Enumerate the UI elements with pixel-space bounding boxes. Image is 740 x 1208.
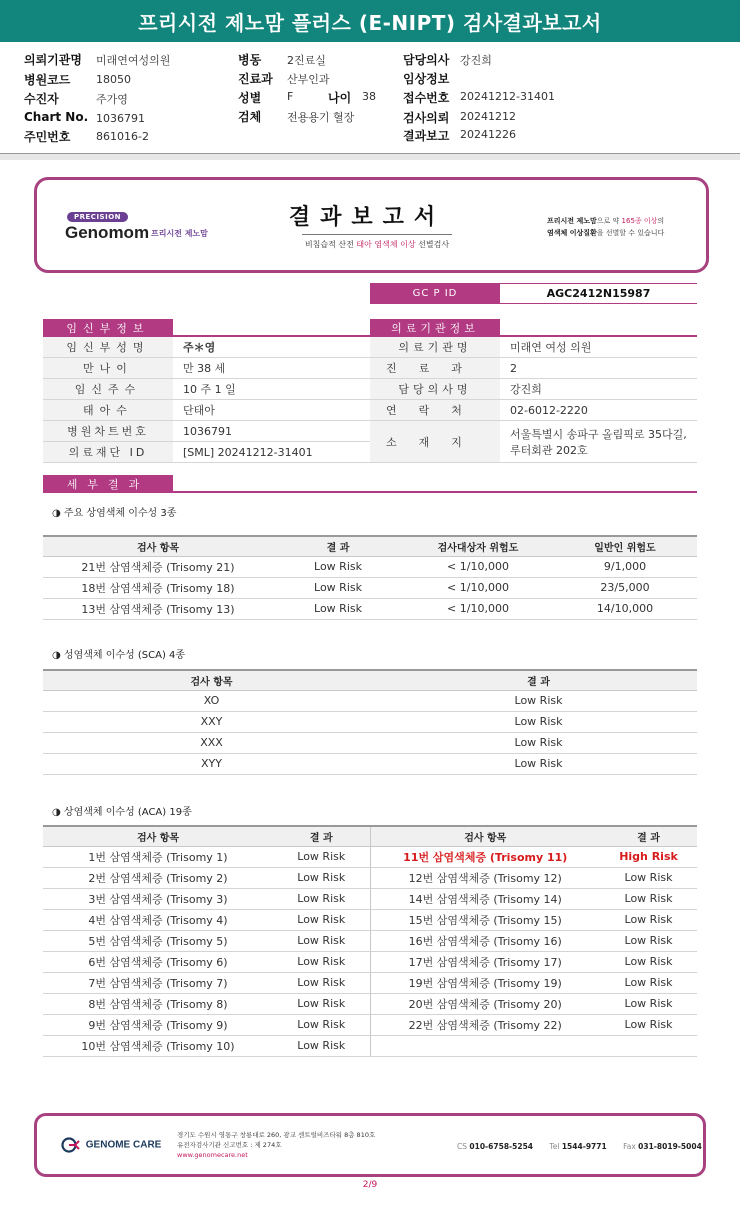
cell-item: 6번 삼염색체증 (Trisomy 6)	[43, 951, 273, 972]
cell-item: 12번 삼염색체증 (Trisomy 12)	[370, 867, 600, 888]
info-value: F	[287, 90, 294, 103]
cell-subject-risk: < 1/10,000	[403, 598, 553, 619]
cell-result: Low Risk	[273, 556, 403, 577]
cell-item: XXY	[43, 711, 380, 732]
cell-item: 18번 삼염색체증 (Trisomy 18)	[43, 577, 273, 598]
info-value: 전용용기 혈장	[287, 111, 355, 124]
cell-result: Low Risk	[380, 711, 697, 732]
table-row	[43, 846, 697, 867]
cell-item: 19번 삼염색체증 (Trisomy 19)	[370, 972, 600, 993]
table-row	[43, 1035, 697, 1056]
empty-cell	[600, 1035, 697, 1056]
institution-info-row	[370, 337, 697, 358]
col-header: 결 과	[380, 670, 697, 690]
info-label: 나이	[328, 91, 352, 105]
gcpid-label: GC P ID	[370, 283, 500, 304]
footer-contact	[457, 1142, 702, 1151]
cell-item: 3번 삼염색체증 (Trisomy 3)	[43, 888, 273, 909]
genomom-subtitle: 프리시전 제노맘	[151, 229, 208, 238]
row-key: 태아수	[43, 400, 173, 420]
info-value: 산부인과	[287, 73, 330, 86]
location-line-1: 서울특별시 송파구 올림픽로 35다길,	[510, 428, 687, 441]
cell-item: 10번 삼염색체증 (Trisomy 10)	[43, 1035, 273, 1056]
subtitle-part: 비침습적 산전	[304, 240, 354, 249]
pregnant-info-row	[43, 358, 370, 379]
table-row	[43, 690, 697, 711]
pregnant-info-row	[43, 421, 370, 442]
major-table	[43, 535, 697, 620]
info-label: 수진자	[24, 92, 59, 106]
cell-result: Low Risk	[273, 598, 403, 619]
col-header: 검사 항목	[370, 826, 600, 846]
row-key: 만나이	[43, 358, 173, 378]
table-row	[43, 867, 697, 888]
pregnant-info-row	[43, 442, 370, 463]
section-rule	[43, 491, 697, 493]
cell-result: Low Risk	[273, 1035, 370, 1056]
cell-result: Low Risk	[273, 577, 403, 598]
document-title: 프리시전 제노맘 플러스 (E-NIPT) 검사결과보고서	[0, 0, 740, 42]
title-underline	[302, 234, 452, 235]
row-key: 임신부성명	[43, 337, 173, 357]
report-title: 결과보고서	[288, 205, 446, 230]
info-label: 병원코드	[24, 73, 71, 87]
info-value: 2진료실	[287, 54, 326, 67]
sca-table	[43, 669, 697, 775]
institution-info-row	[370, 379, 697, 400]
cell-result: Low Risk	[273, 972, 370, 993]
table-row	[43, 993, 697, 1014]
info-value: 강진희	[460, 54, 492, 67]
tel-label: Tel	[549, 1142, 560, 1151]
promo-part: 프리시전 제노맘	[547, 217, 597, 225]
genomom-logo: Genomom	[65, 223, 150, 242]
cell-result-high-risk: High Risk	[600, 846, 697, 867]
row-key: 임신주수	[43, 379, 173, 399]
row-value: 미래연 여성 의원	[510, 341, 592, 354]
info-label: 접수번호	[403, 91, 450, 105]
cell-result: Low Risk	[600, 972, 697, 993]
fax-label: Fax	[623, 1142, 636, 1151]
cell-result: Low Risk	[380, 732, 697, 753]
cell-item: XYY	[43, 753, 380, 774]
cell-subject-risk: < 1/10,000	[403, 577, 553, 598]
website-link[interactable]: www.genomecare.net	[177, 1151, 248, 1159]
info-value: 미래연여성의원	[96, 54, 171, 67]
gcpid-value: AGC2412N15987	[500, 283, 697, 304]
logo-text: GENOME CARE	[85, 1139, 162, 1151]
col-header: 결 과	[273, 826, 370, 846]
cell-item-high-risk: 11번 삼염색체증 (Trisomy 11)	[370, 846, 600, 867]
info-label: 주민번호	[24, 130, 71, 144]
table-row	[43, 930, 697, 951]
cell-general-risk: 23/5,000	[553, 577, 697, 598]
cell-item: 5번 삼염색체증 (Trisomy 5)	[43, 930, 273, 951]
cell-item: 15번 삼염색체증 (Trisomy 15)	[370, 909, 600, 930]
info-value: 38	[362, 90, 376, 103]
footer-box	[34, 1113, 706, 1177]
info-label: 검체	[238, 110, 262, 124]
row-value: 만 38 세	[183, 362, 226, 375]
cell-item: 13번 삼염색체증 (Trisomy 13)	[43, 598, 273, 619]
info-label: 의뢰기관명	[24, 53, 82, 67]
cell-item: 20번 삼염색체증 (Trisomy 20)	[370, 993, 600, 1014]
col-header: 검사 항목	[43, 826, 273, 846]
aca-heading: ◑ 상염색체 이수성 (ACA) 19종	[52, 807, 192, 818]
info-value: 861016-2	[96, 130, 149, 143]
cs-label: CS	[457, 1142, 467, 1151]
info-label: 결과보고	[403, 129, 450, 143]
cell-item: XXX	[43, 732, 380, 753]
col-header: 검사대상자 위험도	[403, 536, 553, 556]
subtitle-part: 선별검사	[418, 240, 450, 249]
row-key: 병원차트번호	[43, 421, 173, 441]
cell-result: Low Risk	[273, 909, 370, 930]
cell-result: Low Risk	[380, 690, 697, 711]
cell-item: 16번 삼염색체증 (Trisomy 16)	[370, 930, 600, 951]
pregnant-info-row	[43, 379, 370, 400]
cell-result: Low Risk	[273, 951, 370, 972]
cell-item: 9번 삼염색체증 (Trisomy 9)	[43, 1014, 273, 1035]
row-value: 주＊영	[183, 341, 216, 354]
cell-result: Low Risk	[273, 846, 370, 867]
row-value: 강진희	[510, 383, 542, 396]
row-key: 의료기관명	[370, 337, 500, 357]
col-header: 검사 항목	[43, 536, 273, 556]
info-label: 검사의뢰	[403, 111, 450, 125]
precision-tag: PRECISION	[67, 212, 128, 222]
table-row	[43, 909, 697, 930]
tel-number: 1544-9771	[561, 1142, 607, 1151]
row-value: 02-6012-2220	[510, 403, 588, 417]
info-label: Chart No.	[24, 110, 89, 124]
promo-part: 을 선별할 수 있습니다	[596, 229, 665, 237]
cell-result: Low Risk	[600, 888, 697, 909]
empty-cell	[370, 1035, 600, 1056]
row-key: 소재지	[370, 421, 500, 462]
cell-general-risk: 14/10,000	[553, 598, 697, 619]
fax-number: 031-8019-5004	[638, 1142, 702, 1151]
info-value: 20241226	[460, 128, 516, 141]
cell-result: Low Risk	[600, 951, 697, 972]
info-label: 임상정보	[403, 72, 450, 86]
cell-result: Low Risk	[273, 993, 370, 1014]
cell-result: Low Risk	[600, 993, 697, 1014]
table-row	[43, 711, 697, 732]
info-value: 주가영	[96, 93, 128, 106]
cs-number: 010-6758-5254	[469, 1142, 534, 1151]
cell-item: 8번 삼염색체증 (Trisomy 8)	[43, 993, 273, 1014]
row-value: 10 주 1 일	[183, 383, 236, 396]
table-row	[43, 753, 697, 774]
promo-text	[547, 215, 664, 239]
institution-info-row	[370, 400, 697, 421]
location-line-2: 루터회관 202호	[510, 444, 588, 457]
col-header: 결 과	[273, 536, 403, 556]
info-label: 담당의사	[403, 53, 450, 67]
table-row	[43, 951, 697, 972]
institution-info-row	[370, 358, 697, 379]
info-value: 1036791	[96, 112, 145, 125]
report-header-box	[34, 177, 709, 273]
row-value: 단태아	[183, 404, 215, 417]
table-row	[43, 577, 697, 598]
cell-result: Low Risk	[273, 930, 370, 951]
footer-address	[177, 1130, 375, 1160]
info-value: 20241212-31401	[460, 90, 555, 103]
row-key: 연락처	[370, 400, 500, 420]
cell-result: Low Risk	[600, 909, 697, 930]
cell-subject-risk: < 1/10,000	[403, 556, 553, 577]
promo-part: 염색체 이상질환	[547, 229, 597, 237]
cell-general-risk: 9/1,000	[553, 556, 697, 577]
sca-heading: ◑ 성염색체 이수성 (SCA) 4종	[52, 650, 186, 661]
divider-band	[0, 154, 740, 160]
row-key: 진료과	[370, 358, 500, 378]
institution-info-header: 의료기관정보	[370, 319, 500, 337]
cell-item: 2번 삼염색체증 (Trisomy 2)	[43, 867, 273, 888]
cell-result: Low Risk	[600, 867, 697, 888]
cell-item: 1번 삼염색체증 (Trisomy 1)	[43, 846, 273, 867]
aca-table	[43, 825, 697, 1057]
info-label: 진료과	[238, 72, 273, 86]
report-subtitle	[277, 239, 477, 250]
cell-result: Low Risk	[273, 888, 370, 909]
row-value: 2	[510, 361, 517, 375]
cell-item: 7번 삼염색체증 (Trisomy 7)	[43, 972, 273, 993]
cell-result: Low Risk	[600, 930, 697, 951]
cell-item: 17번 삼염색체증 (Trisomy 17)	[370, 951, 600, 972]
col-header: 검사 항목	[43, 670, 380, 690]
row-key: 의료재단 ID	[43, 442, 173, 462]
cell-item: 22번 삼염색체증 (Trisomy 22)	[370, 1014, 600, 1035]
info-value: 20241212	[460, 110, 516, 123]
cell-result: Low Risk	[600, 1014, 697, 1035]
subtitle-highlight: 태아 염색체 이상	[356, 240, 416, 249]
cell-item: 4번 삼염색체증 (Trisomy 4)	[43, 909, 273, 930]
genome-care-icon	[61, 1137, 83, 1153]
promo-part: 으로 약	[596, 217, 620, 225]
info-value: 18050	[96, 73, 131, 86]
pregnant-info-row	[43, 337, 370, 358]
pregnant-info-row	[43, 400, 370, 421]
row-value: [SML] 20241212-31401	[183, 445, 313, 459]
address-line: 경기도 수원시 영통구 창룡대로 260, 광교 센트럴비즈타워 8층 810호	[177, 1131, 376, 1139]
promo-part: 의	[657, 217, 665, 225]
pregnant-info-header: 임신부정보	[43, 319, 173, 337]
col-header: 일반인 위험도	[553, 536, 697, 556]
row-key: 담당의사명	[370, 379, 500, 399]
genome-care-logo	[61, 1137, 161, 1153]
info-label: 성별	[238, 91, 262, 105]
cell-result: Low Risk	[273, 867, 370, 888]
table-row	[43, 888, 697, 909]
cell-result: Low Risk	[273, 1014, 370, 1035]
table-row	[43, 598, 697, 619]
row-value: 1036791	[183, 424, 232, 438]
cell-result: Low Risk	[380, 753, 697, 774]
patient-info-block	[0, 42, 740, 154]
cell-item: 14번 삼염색체증 (Trisomy 14)	[370, 888, 600, 909]
table-row	[43, 1014, 697, 1035]
page-number: 2/9	[362, 1180, 378, 1190]
col-header: 결 과	[600, 826, 697, 846]
promo-highlight: 165종 이상	[621, 217, 658, 225]
table-row	[43, 732, 697, 753]
table-row	[43, 556, 697, 577]
info-label: 병동	[238, 53, 262, 67]
table-row	[43, 972, 697, 993]
cell-item: 21번 삼염색체증 (Trisomy 21)	[43, 556, 273, 577]
license-line: 유전자검사기관 신고번호 : 제 274호	[177, 1141, 282, 1149]
detail-results-header: 세부결과	[43, 475, 173, 493]
cell-item: XO	[43, 690, 380, 711]
major-heading: ◑ 주요 상염색체 이수성 3종	[52, 508, 177, 519]
institution-info-row	[370, 421, 697, 463]
